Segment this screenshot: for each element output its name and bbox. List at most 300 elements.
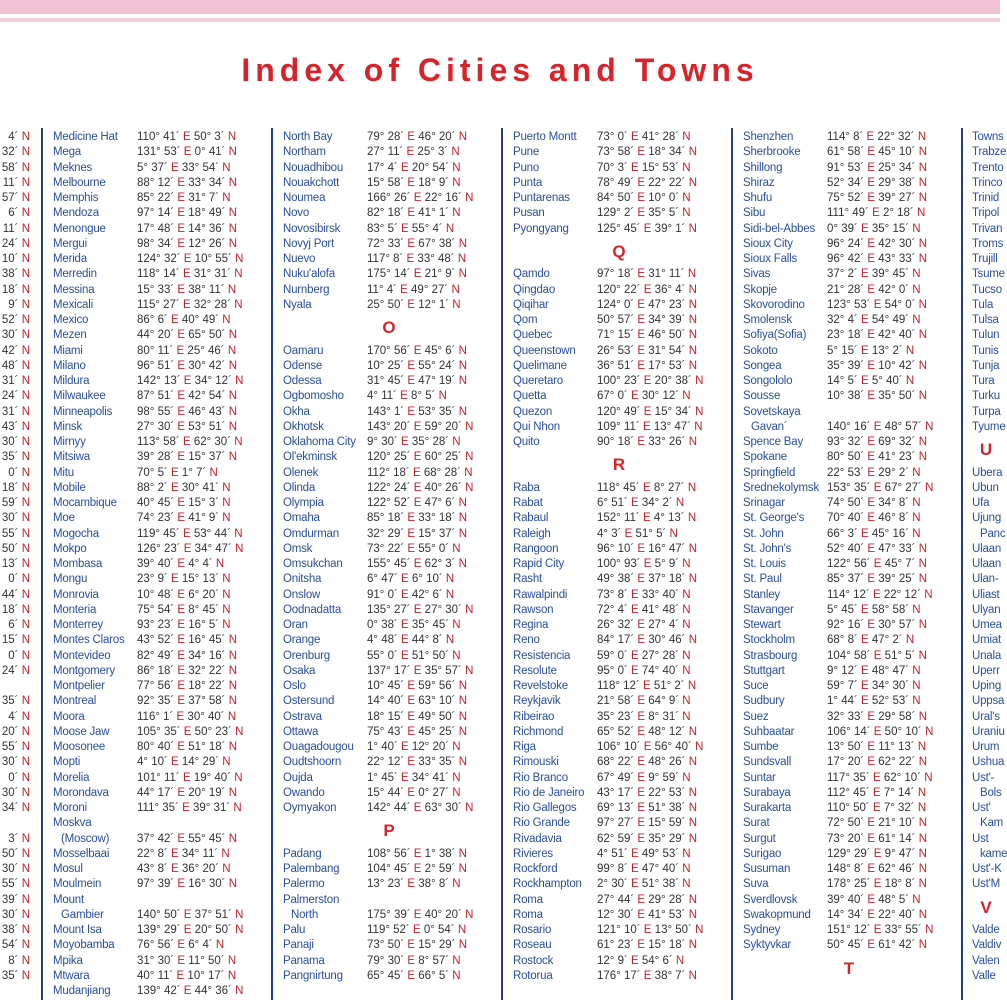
coordinates: 5° 45´ E 58° 58´ N xyxy=(827,603,921,616)
coordinates: 117° 8´ E 33° 48´ N xyxy=(367,253,467,265)
city-name: Qom xyxy=(513,314,538,326)
edge-coordinate: 24´ N xyxy=(1,664,30,677)
coordinates: 124° 0´ E 47° 23´ N xyxy=(597,298,697,311)
index-entry xyxy=(743,359,955,374)
index-entry xyxy=(283,283,495,298)
city-name: Mega xyxy=(53,146,81,159)
index-entry xyxy=(283,450,495,465)
city-name: Revelstoke xyxy=(513,680,568,692)
direction-letter: N xyxy=(21,176,30,189)
city-name: Northam xyxy=(283,146,326,159)
direction-letter: N xyxy=(915,436,927,448)
direction-letter: N xyxy=(909,527,921,540)
letter-heading: Q xyxy=(612,241,626,261)
index-entry xyxy=(53,450,265,465)
index-column-n-p xyxy=(283,130,495,1000)
index-entry xyxy=(972,237,1004,252)
direction-letter: E xyxy=(634,298,649,311)
direction-letter: N xyxy=(915,451,927,464)
city-name: North Bay xyxy=(283,131,333,143)
city-name: Shufu xyxy=(743,192,773,204)
index-entry xyxy=(743,908,955,923)
index-entry xyxy=(972,496,1000,511)
direction-letter: N xyxy=(455,344,467,357)
city-name: Puno xyxy=(513,161,540,174)
coordinates: 35° 23´ E 8° 31´ N xyxy=(597,710,691,723)
index-entry xyxy=(283,405,495,420)
index-entry xyxy=(513,572,725,587)
direction-letter: N xyxy=(449,741,461,753)
coordinates: 49° 38´ E 37° 18´ N xyxy=(597,573,697,586)
city-name: Sioux Falls xyxy=(743,253,798,265)
direction-letter: N xyxy=(909,603,921,616)
index-entry xyxy=(513,161,725,176)
direction-letter: N xyxy=(672,497,685,509)
direction-letter: N xyxy=(679,588,691,601)
coordinates: 50° 57´ E 34° 39´ N xyxy=(597,314,697,326)
direction-letter: N xyxy=(224,710,237,723)
coordinates: 43° 17´ E 22° 53´ N xyxy=(597,786,697,799)
direction-letter: E xyxy=(639,512,654,525)
city-name: Morelia xyxy=(53,771,90,784)
direction-letter: N xyxy=(442,222,455,235)
coordinates: 85° 37´ E 39° 25´ N xyxy=(827,573,927,586)
index-entry xyxy=(743,877,955,892)
direction-letter: E xyxy=(174,451,189,464)
direction-letter: N xyxy=(442,573,455,586)
direction-letter: E xyxy=(174,680,189,692)
direction-letter: N xyxy=(455,710,467,723)
direction-letter: E xyxy=(634,634,649,647)
index-entry xyxy=(53,832,265,847)
city-name: Tyume xyxy=(972,420,1006,433)
city-name: Odense xyxy=(283,359,323,372)
direction-letter: E xyxy=(167,756,182,769)
coordinates: 122° 24´ E 40° 26´ N xyxy=(367,481,474,494)
city-name: Gavan´ xyxy=(751,420,788,433)
direction-letter: N xyxy=(21,466,30,479)
coordinates: 170° 56´ E 45° 6´ N xyxy=(367,344,467,357)
coordinates: 85° 22´ E 31° 7´ N xyxy=(137,192,231,204)
index-entry xyxy=(53,466,265,481)
direction-letter: E xyxy=(180,924,195,936)
index-entry xyxy=(283,145,495,160)
direction-letter: E xyxy=(634,908,649,921)
index-entry xyxy=(283,633,495,648)
index-entry xyxy=(972,877,1000,892)
direction-letter: N xyxy=(224,131,237,143)
city-name: Merida xyxy=(53,253,87,265)
index-entry xyxy=(283,710,495,725)
city-name: Merredin xyxy=(53,268,97,281)
coordinates: 69° 13´ E 51° 38´ N xyxy=(597,802,697,814)
coordinates: 32° 4´ E 54° 49´ N xyxy=(827,314,921,326)
coordinates: 67° 49´ E 9° 59´ N xyxy=(597,771,691,784)
direction-letter: E xyxy=(410,863,425,875)
coordinates: 100° 23´ E 20° 38´ N xyxy=(597,375,704,387)
direction-letter: N xyxy=(461,451,474,464)
direction-letter: N xyxy=(219,314,231,326)
direction-letter: N xyxy=(21,192,30,204)
index-entry xyxy=(283,298,495,313)
city-name: Ust'- xyxy=(972,771,995,784)
index-entry xyxy=(972,466,1003,481)
top-pink-rule xyxy=(0,18,1000,22)
coordinates: 104° 58´ E 51° 5´ N xyxy=(827,649,927,662)
coordinates: 91° 53´ E 25° 34´ N xyxy=(827,161,927,174)
edge-coordinate: 4´ N xyxy=(8,131,30,143)
direction-letter: E xyxy=(640,405,655,418)
index-entry xyxy=(743,755,955,770)
index-entry xyxy=(972,298,1000,313)
direction-letter: N xyxy=(685,359,697,372)
city-name: Nyala xyxy=(283,298,312,311)
direction-letter: E xyxy=(174,420,189,433)
index-entry xyxy=(743,633,955,648)
coordinates: 98° 34´ E 12° 26´ N xyxy=(137,237,237,250)
letter-heading: R xyxy=(612,455,626,475)
city-name: Oujda xyxy=(283,771,313,784)
index-entry xyxy=(53,313,265,328)
coordinates: 4° 3´ E 51° 5´ N xyxy=(597,527,678,540)
city-name: Oklahoma City xyxy=(283,436,356,448)
direction-letter: E xyxy=(634,207,649,220)
edge-coordinate: 38´ N xyxy=(1,924,30,936)
index-entry xyxy=(972,755,1005,770)
coordinates: 97° 14´ E 18° 49´ N xyxy=(137,207,237,220)
index-entry xyxy=(743,542,955,557)
index-entry xyxy=(513,313,725,328)
direction-letter: E xyxy=(174,832,189,845)
edge-coordinate: 3´ N xyxy=(8,832,30,845)
direction-letter: N xyxy=(915,176,927,189)
direction-letter: N xyxy=(915,710,927,723)
index-entry xyxy=(743,893,955,908)
index-entry xyxy=(743,816,955,831)
city-name: Oamaru xyxy=(283,344,324,357)
coordinates: 27° 11´ E 25° 3´ N xyxy=(367,146,460,159)
city-name: Kam xyxy=(980,817,1004,830)
city-name: Richmond xyxy=(513,725,564,738)
edge-coordinate: 57´ N xyxy=(1,192,30,204)
city-name: Sibu xyxy=(743,207,766,220)
index-entry xyxy=(513,435,725,450)
direction-letter: E xyxy=(179,527,194,540)
direction-letter: E xyxy=(864,146,879,159)
edge-coordinate: 30´ N xyxy=(1,863,30,875)
city-name: Ufa xyxy=(972,497,990,509)
city-name: Sovetskaya xyxy=(743,405,801,418)
index-entry xyxy=(972,923,1000,938)
coordinates: 70° 3´ E 15° 53´ N xyxy=(597,161,691,174)
city-name: Rio Gallegos xyxy=(513,802,577,814)
column-divider xyxy=(961,128,963,1000)
coordinates: 10° 38´ E 35° 50´ N xyxy=(827,390,927,403)
direction-letter: E xyxy=(857,375,872,387)
index-entry xyxy=(53,496,265,511)
city-name: Towns xyxy=(972,131,1004,143)
edge-coordinate: 18´ N xyxy=(1,603,30,616)
index-entry xyxy=(972,206,1000,221)
index-entry xyxy=(513,740,725,755)
coordinates: 120° 49´ E 15° 34´ N xyxy=(597,405,704,418)
coordinates: 37° 2´ E 39° 45´ N xyxy=(827,268,921,281)
direction-letter: N xyxy=(915,573,927,586)
direction-letter: E xyxy=(167,161,182,174)
index-entry xyxy=(743,450,955,465)
index-entry xyxy=(283,206,495,221)
index-entry xyxy=(972,649,1000,664)
index-entry xyxy=(743,252,955,267)
index-entry xyxy=(53,725,265,740)
city-name: Ulan- xyxy=(972,573,999,586)
direction-letter: N xyxy=(225,786,237,799)
direction-letter: E xyxy=(869,802,884,814)
coordinates: 175° 14´ E 21° 9´ N xyxy=(367,268,467,281)
direction-letter: N xyxy=(21,329,30,342)
direction-letter: N xyxy=(21,924,30,936)
city-name: Umiat xyxy=(972,634,1002,647)
coordinates: 175° 39´ E 40° 20´ N xyxy=(367,908,474,921)
index-entry xyxy=(972,130,1004,145)
index-entry xyxy=(743,267,955,282)
direction-letter: N xyxy=(435,390,447,403)
city-name: Mosul xyxy=(53,863,83,875)
city-name: Ubera xyxy=(972,466,1003,479)
city-name: Melbourne xyxy=(53,176,106,189)
edge-coordinate: 11´ N xyxy=(2,176,30,189)
index-entry xyxy=(53,816,265,831)
direction-letter: E xyxy=(864,390,879,403)
index-entry xyxy=(743,527,955,542)
coordinates: 17° 20´ E 62° 22´ N xyxy=(827,756,927,769)
coordinates: 122° 52´ E 47° 6´ N xyxy=(367,497,467,509)
coordinates: 17° 4´ E 20° 54´ N xyxy=(367,161,461,174)
index-entry xyxy=(53,908,265,923)
direction-letter: E xyxy=(634,314,649,326)
city-name: Mtwara xyxy=(53,969,90,982)
coordinates: 27° 30´ E 53° 51´ N xyxy=(137,420,237,433)
direction-letter: N xyxy=(224,969,237,982)
column-divider xyxy=(501,128,503,1000)
direction-letter: N xyxy=(21,375,30,387)
direction-letter: N xyxy=(679,649,691,662)
direction-letter: N xyxy=(915,253,927,265)
city-name: Ostrava xyxy=(283,710,322,723)
direction-letter: E xyxy=(179,268,194,281)
city-name: Milwaukee xyxy=(53,390,106,403)
coordinates: 86° 6´ E 40° 49´ N xyxy=(137,314,231,326)
edge-coordinate: 30´ N xyxy=(1,756,30,769)
index-entry xyxy=(283,588,495,603)
direction-letter: N xyxy=(455,527,467,540)
city-name: Sokoto xyxy=(743,344,778,357)
direction-letter: E xyxy=(639,481,654,494)
index-entry xyxy=(513,893,725,908)
city-name: Sverdlovsk xyxy=(743,893,798,906)
index-entry xyxy=(513,542,725,557)
direction-letter: N xyxy=(21,893,30,906)
coordinates: 148° 8´ E 62° 46´ N xyxy=(827,863,927,875)
city-name: Rockford xyxy=(513,863,558,875)
coordinates: 26° 53´ E 31° 54´ N xyxy=(597,344,697,357)
index-entry xyxy=(283,252,495,267)
city-name: Oslo xyxy=(283,680,306,692)
index-entry xyxy=(743,283,955,298)
direction-letter: N xyxy=(679,863,691,875)
direction-letter: E xyxy=(397,436,412,448)
index-entry xyxy=(743,771,955,786)
index-entry xyxy=(283,862,495,877)
direction-letter: N xyxy=(672,954,685,967)
index-entry xyxy=(743,694,955,709)
direction-letter: E xyxy=(640,558,655,570)
city-name: Moulmein xyxy=(53,878,102,891)
edge-coordinate: 30´ N xyxy=(1,512,30,525)
index-entry xyxy=(743,557,955,572)
coordinates: 4° 48´ E 44° 8´ N xyxy=(367,634,455,647)
index-entry xyxy=(513,527,725,542)
direction-letter: E xyxy=(627,649,642,662)
direction-letter: E xyxy=(634,939,649,952)
direction-letter: E xyxy=(864,619,879,631)
coordinates: 39° 40´ E 4° 4´ N xyxy=(137,558,225,570)
edge-coordinate: 8´ N xyxy=(8,954,30,967)
direction-letter: E xyxy=(864,741,879,753)
index-entry xyxy=(513,481,725,496)
coordinates: 0° 38´ E 35° 45´ N xyxy=(367,619,461,631)
direction-letter: N xyxy=(915,542,927,555)
direction-letter: N xyxy=(455,497,467,509)
city-name: Tsume xyxy=(972,268,1005,281)
coordinates: 44° 17´ E 20° 19´ N xyxy=(137,786,237,799)
edge-coordinate: 44´ N xyxy=(1,588,30,601)
direction-letter: N xyxy=(206,466,218,479)
direction-letter: N xyxy=(915,817,927,830)
coordinates: 126° 23´ E 34° 47´ N xyxy=(137,542,244,555)
city-name: Montpelier xyxy=(53,680,105,692)
direction-letter: N xyxy=(231,908,244,921)
index-entry xyxy=(53,511,265,526)
coordinates: 104° 45´ E 2° 59´ N xyxy=(367,863,467,875)
city-name: Trujill xyxy=(972,253,998,265)
index-entry xyxy=(53,664,265,679)
index-entry xyxy=(743,511,955,526)
direction-letter: E xyxy=(410,908,425,921)
direction-letter: N xyxy=(915,359,927,372)
city-name: St. John xyxy=(743,527,784,540)
index-entry xyxy=(513,359,725,374)
direction-letter: E xyxy=(174,390,189,403)
city-name: Urum xyxy=(972,741,1000,753)
direction-letter: E xyxy=(410,420,425,433)
city-name: Strasbourg xyxy=(743,649,798,662)
direction-letter: E xyxy=(404,375,419,387)
city-name: Songololo xyxy=(743,375,793,387)
direction-letter: N xyxy=(455,863,467,875)
index-entry xyxy=(743,191,955,206)
city-name: Punta xyxy=(513,176,543,189)
city-name: Sudbury xyxy=(743,695,785,708)
edge-coordinate: 0´ N xyxy=(8,771,30,784)
city-name: Mpika xyxy=(53,954,83,967)
index-entry xyxy=(972,862,1000,877)
edge-coordinate: 9´ N xyxy=(8,298,30,311)
direction-letter: N xyxy=(685,176,697,189)
index-column-t-v xyxy=(972,130,1007,1000)
city-name: Reno xyxy=(513,634,540,647)
direction-letter: E xyxy=(863,131,878,143)
coordinates: 91° 0´ E 42° 6´ N xyxy=(367,588,455,601)
city-name: Moosonee xyxy=(53,741,106,753)
coordinates: 10° 48´ E 6° 20´ N xyxy=(137,588,231,601)
coordinates: 13° 23´ E 38° 8´ N xyxy=(367,878,461,891)
city-name: Mitsiwa xyxy=(53,451,90,464)
index-entry xyxy=(283,420,495,435)
index-entry xyxy=(513,511,725,526)
direction-letter: N xyxy=(691,405,704,418)
direction-letter: N xyxy=(679,192,691,204)
index-entry xyxy=(53,405,265,420)
direction-letter: N xyxy=(685,329,697,342)
city-name: Tulun xyxy=(972,329,1000,342)
coordinates: 43° 8´ E 36° 20´ N xyxy=(137,863,231,875)
coordinates: 118° 14´ E 31° 31´ N xyxy=(137,268,243,281)
city-name: Oudtshoorn xyxy=(283,756,342,769)
direction-letter: N xyxy=(685,298,697,311)
edge-coordinate: 34´ N xyxy=(1,802,30,814)
coordinates: 15° 44´ E 0° 27´ N xyxy=(367,786,461,799)
direction-letter: E xyxy=(870,924,885,936)
coordinates: 155° 45´ E 62° 3´ N xyxy=(367,558,467,570)
direction-letter: E xyxy=(864,939,879,952)
city-name: Ol'ekminsk xyxy=(283,451,337,464)
city-name: Rosario xyxy=(513,924,552,936)
coordinates: 23° 9´ E 15° 13´ N xyxy=(137,573,231,586)
index-entry xyxy=(972,267,1005,282)
city-name: Uppsa xyxy=(972,695,1005,708)
edge-coordinate: 4´ N xyxy=(8,710,30,723)
direction-letter: E xyxy=(403,146,418,159)
city-name: Mitu xyxy=(53,466,74,479)
coordinates: 111° 49´ E 2° 18´ N xyxy=(827,207,926,220)
direction-letter: E xyxy=(634,725,649,738)
direction-letter: N xyxy=(679,390,691,403)
index-entry xyxy=(743,328,955,343)
direction-letter: E xyxy=(870,558,885,570)
direction-letter: N xyxy=(219,161,231,174)
coordinates: 79° 28´ E 46° 20´ N xyxy=(367,131,467,143)
city-name: Ust xyxy=(972,832,989,845)
city-name: Suez xyxy=(743,710,769,723)
index-entry xyxy=(283,618,495,633)
direction-letter: E xyxy=(410,664,425,677)
direction-letter: N xyxy=(21,405,30,418)
city-name: Olympia xyxy=(283,497,324,509)
index-entry xyxy=(513,786,725,801)
direction-letter: E xyxy=(404,405,419,418)
direction-letter: N xyxy=(685,832,697,845)
index-column-p-r xyxy=(513,130,725,1000)
direction-letter: N xyxy=(448,283,460,296)
index-entry xyxy=(513,130,725,145)
coordinates: 106° 14´ E 50° 10´ N xyxy=(827,725,934,738)
direction-letter: N xyxy=(219,573,231,586)
edge-coordinate: 52´ N xyxy=(1,314,30,326)
direction-letter: N xyxy=(449,649,461,662)
city-name: Trinid xyxy=(972,192,1000,204)
coordinates: 1° 45´ E 34° 41´ N xyxy=(367,771,461,784)
